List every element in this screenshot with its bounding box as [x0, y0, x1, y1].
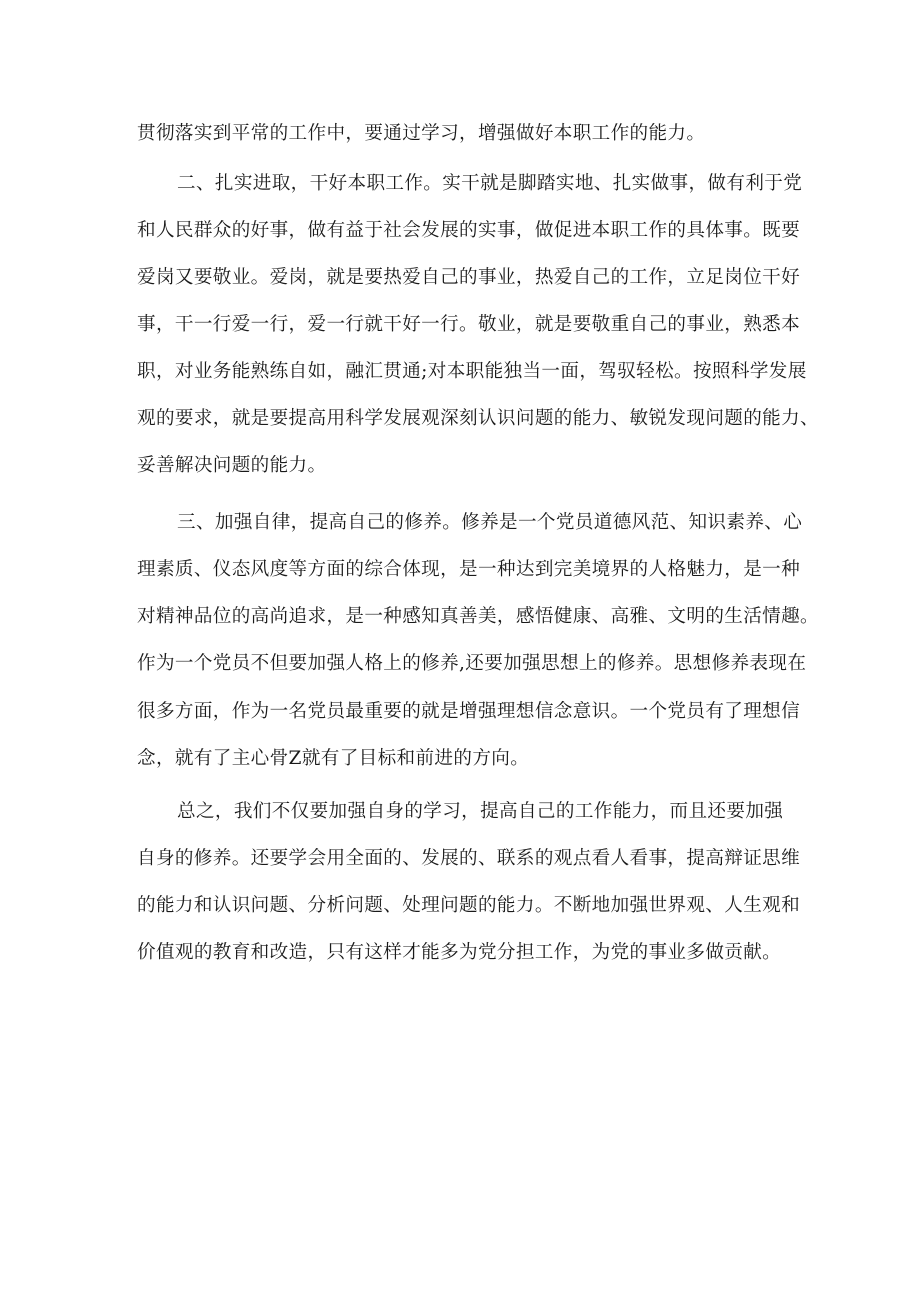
text-line: 事，干一行爱一行，爱一行就干好一行。敬业，就是要敬重自己的事业，熟悉本 — [137, 314, 801, 335]
paragraph-3-first-line: 三、加强自律，提高自己的修养。修养是一个党员道德风范、知识素养、心 — [177, 512, 803, 533]
text-line: 对精神品位的高尚追求，是一种感知真善美，感悟健康、高雅、文明的生活情趣。 — [137, 606, 819, 627]
text-line: 很多方面，作为一名党员最重要的就是增强理想信念意识。一个党员有了理想信 — [137, 701, 801, 722]
text-line: 理素质、仪态风度等方面的综合体现，是一种达到完美境界的人格魅力，是一种 — [137, 559, 801, 580]
text-line: 念，就有了主心骨Z就有了目标和前进的方向。 — [137, 748, 530, 769]
text-line: 观的要求，就是要提高用科学发展观深刻认识问题的能力、敏锐发现问题的能力、 — [137, 408, 819, 429]
text-line: 职，对业务能熟练自如，融汇贯通;对本职能独当一面，驾驭轻松。按照科学发展 — [137, 361, 807, 382]
paragraph-2-first-line: 二、扎实进取，干好本职工作。实干就是脚踏实地、扎实做事，做有利于党 — [177, 173, 803, 194]
text-line: 价值观的教育和改造，只有这样才能多为党分担工作，为党的事业多做贡献。 — [137, 942, 782, 963]
text-line: 和人民群众的好事，做有益于社会发展的实事，做促进本职工作的具体事。既要 — [137, 220, 801, 241]
text-line: 作为一个党员不但要加强人格上的修养,还要加强思想上的修养。思想修养表现在 — [137, 653, 807, 674]
text-line: 爱岗又要敬业。爱岗，就是要热爱自己的事业，热爱自己的工作，立足岗位干好 — [137, 267, 801, 288]
text-line: 贯彻落实到平常的工作中，要通过学习，增强做好本职工作的能力。 — [137, 123, 706, 144]
text-line: 妥善解决问题的能力。 — [137, 455, 327, 476]
paragraph-4-first-line: 总之，我们不仅要加强自身的学习，提高自己的工作能力，而且还要加强 — [177, 801, 784, 822]
text-line: 自身的修养。还要学会用全面的、发展的、联系的观点看人看事，提高辩证思维 — [137, 848, 801, 869]
text-line: 的能力和认识问题、分析问题、处理问题的能力。不断地加强世界观、人生观和 — [137, 895, 801, 916]
